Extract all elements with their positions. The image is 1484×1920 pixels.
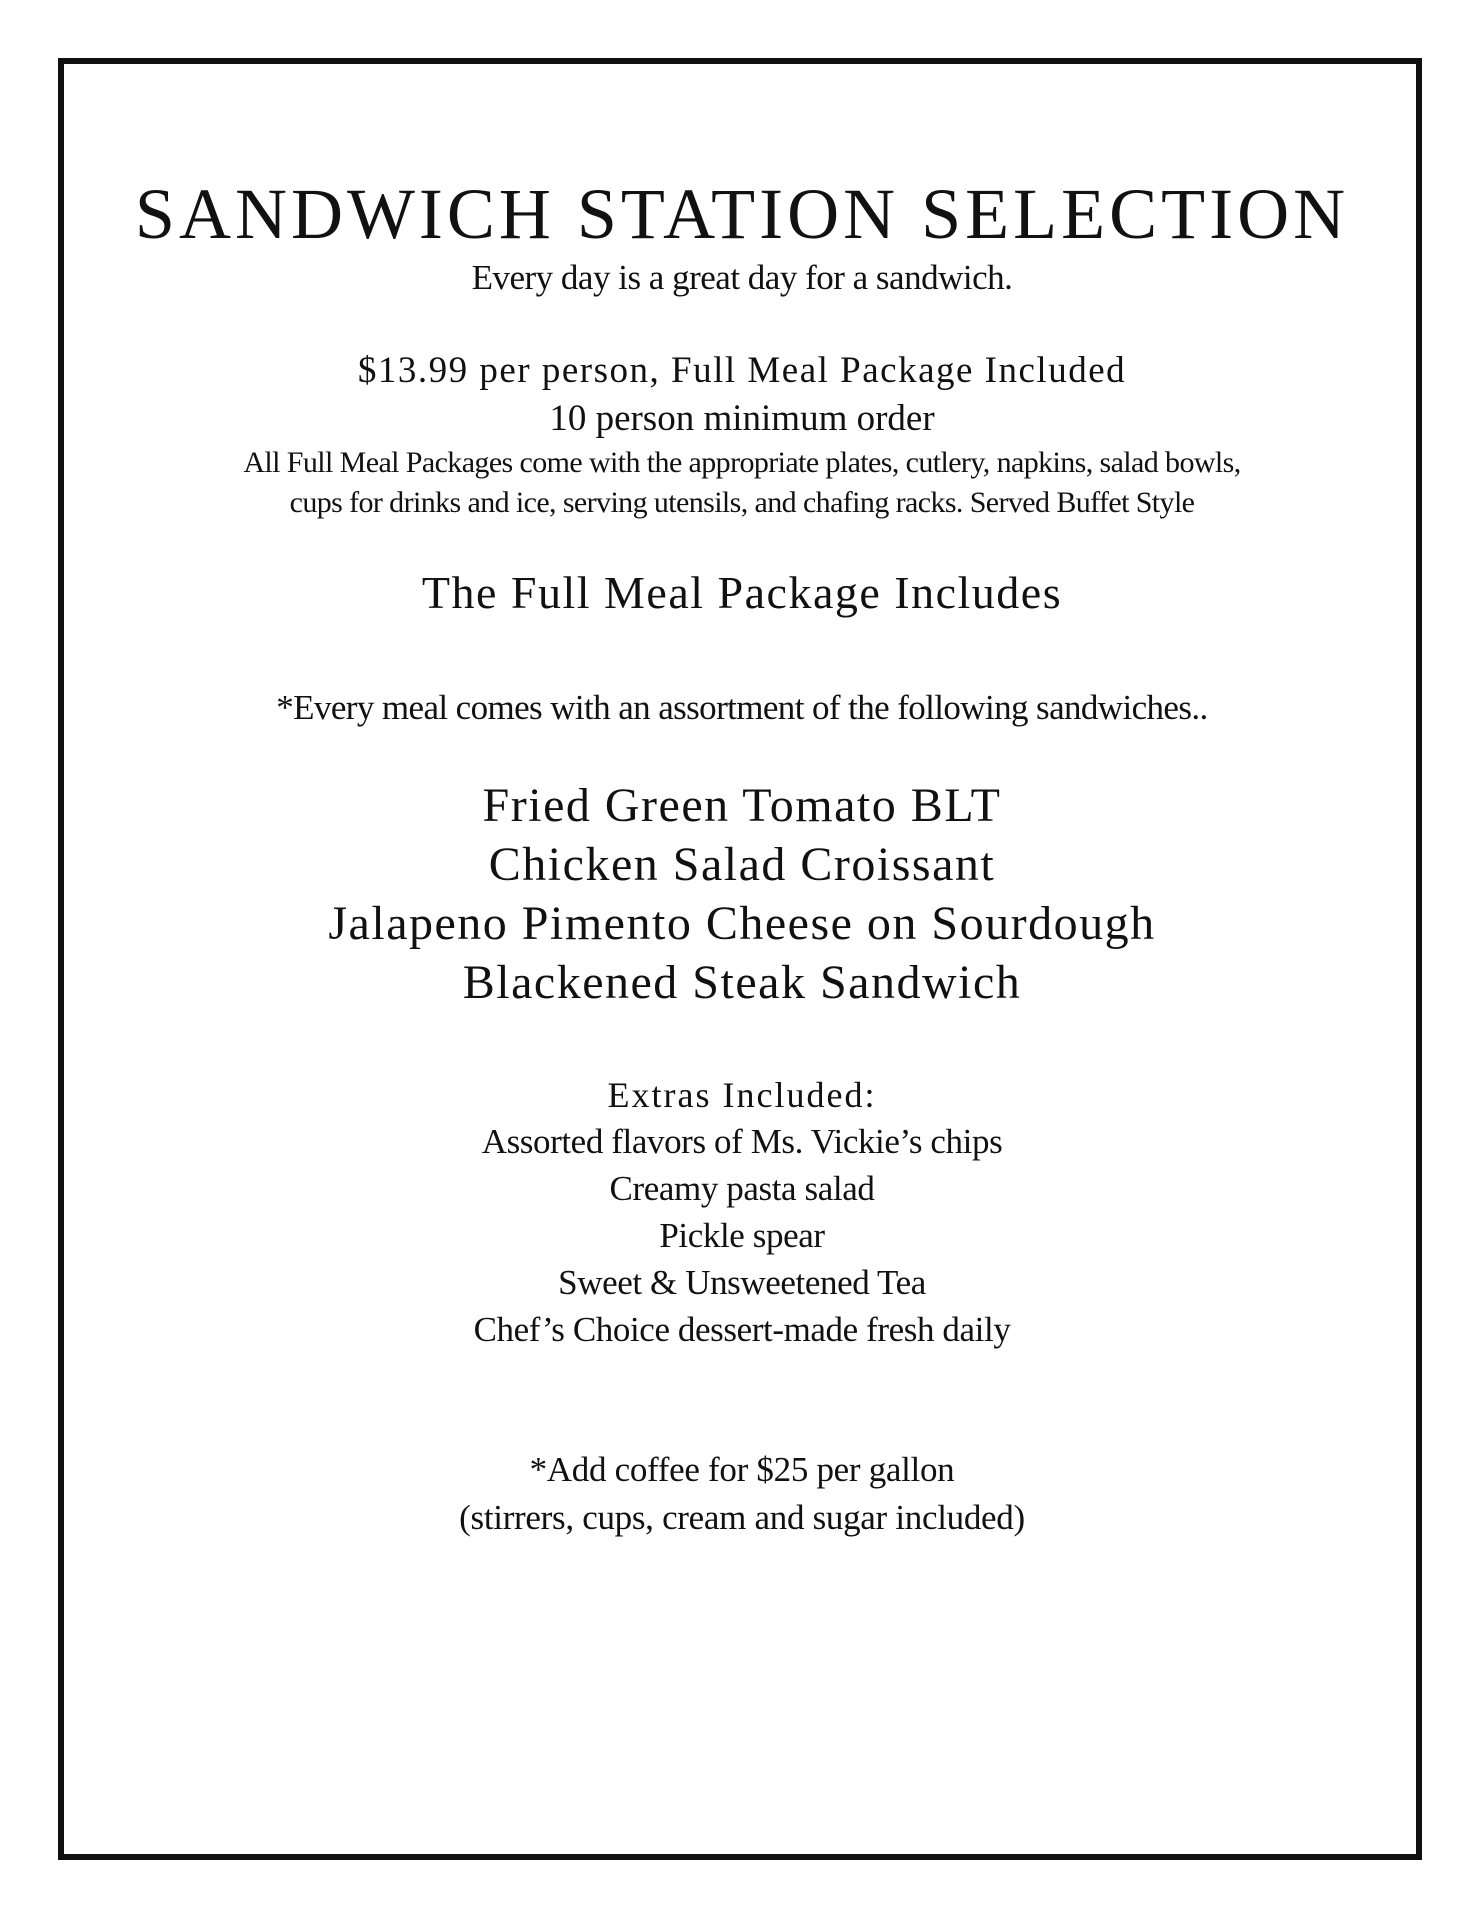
sandwich-item: Jalapeno Pimento Cheese on Sourdough xyxy=(328,897,1156,950)
package-note-line-2: cups for drinks and ice, serving utensils, and chafing racks. Served Buffet Style xyxy=(289,486,1195,519)
extra-item: Assorted flavors of Ms. Vickie’s chips xyxy=(481,1122,1003,1161)
page-title: SANDWICH STATION SELECTION xyxy=(134,174,1350,254)
coffee-addon: *Add coffee for $25 per gallon xyxy=(529,1450,955,1489)
tagline: Every day is a great day for a sandwich. xyxy=(471,258,1013,297)
package-note-line-1: All Full Meal Packages come with the appropriate plates, cutlery, napkins, salad bowls, xyxy=(243,446,1241,479)
extras-heading: Extras Included: xyxy=(607,1075,877,1115)
sandwich-item: Fried Green Tomato BLT xyxy=(482,779,1002,832)
extra-item: Creamy pasta salad xyxy=(609,1169,875,1208)
package-heading: The Full Meal Package Includes xyxy=(421,567,1063,618)
extra-item: Pickle spear xyxy=(659,1216,825,1255)
sandwich-item: Blackened Steak Sandwich xyxy=(462,956,1022,1009)
assortment-note: *Every meal comes with an assortment of the following sandwiches.. xyxy=(276,688,1208,727)
extra-item: Sweet & Unsweetened Tea xyxy=(558,1263,926,1302)
minimum-order: 10 person minimum order xyxy=(549,398,935,439)
extra-item: Chef’s Choice dessert-made fresh daily xyxy=(473,1310,1011,1349)
price-line: $13.99 per person, Full Meal Package Included xyxy=(357,350,1127,391)
coffee-addon-note: (stirrers, cups, cream and sugar included) xyxy=(459,1498,1025,1537)
sandwich-item: Chicken Salad Croissant xyxy=(488,838,996,891)
